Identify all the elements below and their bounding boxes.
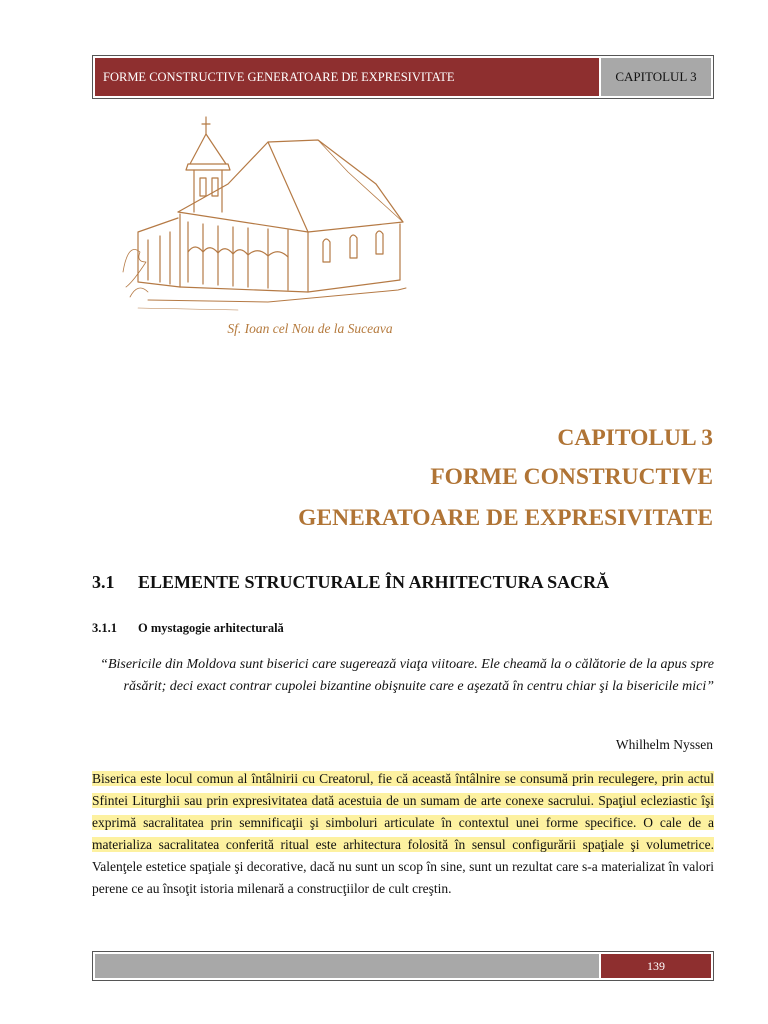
chapter-number: CAPITOLUL 3 bbox=[557, 425, 713, 451]
page-number: 139 bbox=[601, 954, 711, 978]
highlighted-text: Biserica este locul comun al întâlnirii cu Creatorul, fie că această întâlnire se consumă prin reculegere, prin actul Sfintei Liturghii sau prin expresivitatea dată acestuia de un sumam de arte conexe sacrului. Spaţiul ecleziastic îşi exprimă sacralitatea prin semnificaţii şi simboluri articulate în contextul unei forme specifice. O cale de a materializa sacralitatea conferită ritual este arhitectura folosită în sensul configurării spaţiale şi volumetrice. bbox=[92, 771, 714, 852]
paragraph-text: Valenţele estetice spaţiale şi decorative, dacă nu sunt un scop în sine, sunt un rezultat care s-a materializat în valori perene ce au însoţit istoria milenară a construcţiilor de cult creştin. bbox=[92, 859, 714, 896]
section-number: 3.1 bbox=[92, 572, 115, 592]
header-running-title: FORME CONSTRUCTIVE GENERATOARE DE EXPRESIVITATE bbox=[95, 58, 599, 96]
header-chapter-label: CAPITOLUL 3 bbox=[601, 58, 711, 96]
subsection-title: O mystagogie arhitecturală bbox=[138, 621, 284, 635]
section-heading bbox=[92, 572, 609, 593]
epigraph-quote: “Bisericile din Moldova sunt biserici care sugerează viaţa viitoare. Ele cheamă la o călătorie de la apus spre răsărit; deci exact contrar cupolei bizantine obişnuite care e aşezată în centru chiar şi la bisericile mici” bbox=[100, 657, 714, 694]
chapter-title-line-2: GENERATOARE DE EXPRESIVITATE bbox=[298, 505, 713, 531]
subsection-heading bbox=[92, 621, 284, 636]
chapter-title-line-1: FORME CONSTRUCTIVE bbox=[430, 464, 713, 490]
page-header bbox=[92, 55, 714, 99]
subsection-number: 3.1.1 bbox=[92, 621, 117, 635]
section-title: ELEMENTE STRUCTURALE ÎN ARHITECTURA SACRĂ bbox=[138, 572, 610, 592]
quote-author: Whilhelm Nyssen bbox=[615, 737, 713, 752]
body-paragraph bbox=[92, 768, 714, 900]
church-sketch bbox=[118, 112, 408, 317]
page-footer bbox=[92, 951, 714, 981]
figure-caption: Sf. Ioan cel Nou de la Suceava bbox=[227, 321, 393, 336]
